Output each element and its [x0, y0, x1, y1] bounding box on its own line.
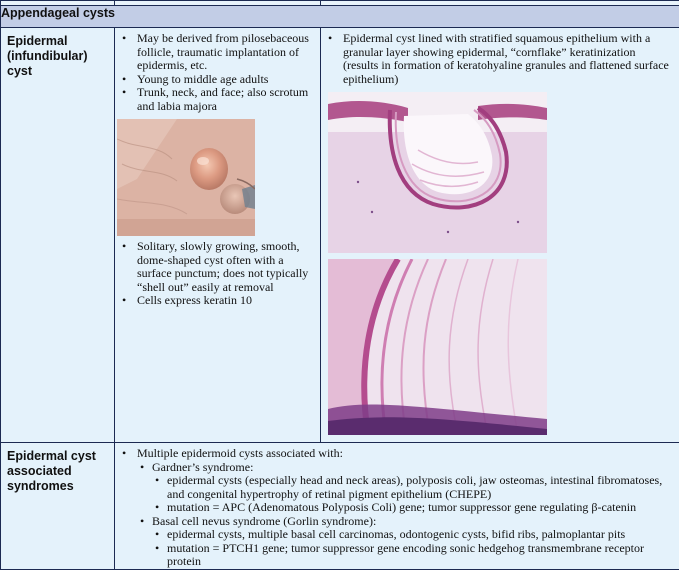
section-header-row: [1, 6, 679, 28]
gardner-syndrome-title: Gardner’s syndrome:: [152, 459, 254, 474]
histology-micrograph-high-power: [328, 259, 547, 435]
row-label-syndromes: Epidermal cyst associated syndromes: [1, 443, 115, 570]
list-item: • Trunk, neck, and face; also scrotum and labia majora: [117, 86, 316, 113]
list-item: • Solitary, slowly growing, smooth, dome-shaped cyst often with a surface punctum; does not typically “shell out” easily at removal: [117, 240, 316, 294]
list-item: • mutation = PTCH1 gene; tumor suppressor gene encoding sonic hedgehog transmembrane receptor protein: [152, 542, 675, 569]
list-item: [137, 461, 675, 515]
gorlin-details: [152, 528, 675, 569]
histology-cell: [321, 28, 679, 443]
section-title: Appendageal cysts: [1, 6, 679, 28]
list-item: • epidermal cysts (especially head and neck areas), polyposis coli, jaw osteomas, intestinal fibromatoses, and congenital hypertrophy of retinal pigment epithelium (CHEPE): [152, 474, 675, 501]
clinical-photo-cyst: [117, 119, 255, 236]
clinical-features-cell: [115, 28, 321, 443]
histology-list: [323, 32, 673, 86]
micrograph-image: [328, 259, 547, 435]
list-item: • Young to middle age adults: [117, 73, 316, 87]
table-row-associated-syndromes: [1, 443, 679, 570]
list-item: • May be derived from pilosebaceous follicle, traumatic implantation of epidermis, etc.: [117, 32, 316, 73]
row-label-epidermal-cyst: Epidermal (infundibular) cyst: [1, 28, 115, 443]
syndrome-sublist: [137, 461, 675, 569]
list-item: [117, 447, 675, 569]
table-row-epidermal-cyst: [1, 28, 679, 443]
syndromes-list: [117, 447, 675, 569]
clinical-features-list-top: [117, 32, 316, 113]
list-item: • epidermal cysts, multiple basal cell carcinomas, odontogenic cysts, bifid ribs, palmoplantar pits: [152, 528, 675, 542]
micrograph-image: [328, 92, 547, 253]
gardner-details: [152, 474, 675, 515]
syndromes-cell: [115, 443, 679, 570]
list-item: • Cells express keratin 10: [117, 294, 316, 308]
histology-micrograph-low-power: [328, 92, 547, 253]
list-item: • mutation = APC (Adenomatous Polyposis Coli) gene; tumor suppressor gene regulating β-catenin: [152, 501, 675, 515]
syndromes-intro: Multiple epidermoid cysts associated with:: [137, 446, 343, 460]
gorlin-syndrome-title: Basal cell nevus syndrome (Gorlin syndrome):: [152, 513, 377, 528]
clinical-features-list-bottom: [117, 240, 316, 308]
clinical-photo-image: [117, 119, 255, 236]
list-item: [137, 515, 675, 569]
list-item: • Epidermal cyst lined with stratified squamous epithelium with a granular layer showing epidermal, “cornflake” keratinization (results in formation of keratohyaline granules and flattened surface epithelium): [323, 32, 673, 86]
